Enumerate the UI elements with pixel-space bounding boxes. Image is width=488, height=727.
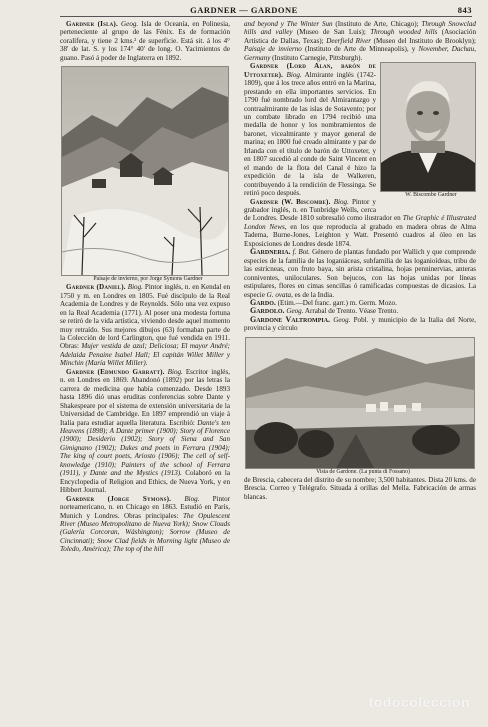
entry-gardner-biscombe: Gardner (W. Biscombe). Biog. Pintor y grabador inglés, n. en Tunbridge Wells, cerca de Londres. Desde 1810 sobresalió como ilustrador en The Graphic é Illustrated London News, en los que reproducía al grabado en madera obras de Alma Tadema, Burne-Jones, Leighton y Watt. Presentó cuadros al óleo en las Exposiciones de Londres desde 1874. — [244, 197, 476, 248]
figure-caption-gardone: Vista de Gardone. (La punta di Fossano) — [316, 468, 410, 475]
page-number: 843 — [457, 5, 472, 15]
watermark-logo: todocoleccion — [368, 694, 470, 710]
entry-gardner-isla: Gardner (Isla). Geog. Isla de Oceanía, en Polinesia, perteneciente al grupo de las Fénix. Es de formación coralífera, y tiene 2 kms.² de superficie. Está sit. á los 4° 38' de lat. S. y los 174° 40' de long. O. Yacimientos de guano. Pasó á poder de Inglaterra en 1892. — [60, 20, 230, 62]
figure-caption-winter: Paisaje de invierno, por Jorge Symons Gardner — [93, 276, 203, 283]
gardone-view-photo — [245, 337, 475, 469]
entry-gardner-jorge: Gardner (Jorge Symons). Biog. Pintor norteamericano, n. en Chicago en 1863. Estudió en París, Munich y Londres. Obras principales: The Opulescent River (Museo Metropolitano de Nueva York); Snow Clouds (Galería Corcoran, Wáshington); Sorrow (Museo de Cincinnati); Snow Clad fields in Morning light (Museo de Toledo, América); The top of the hill — [60, 494, 230, 554]
portrait-photo — [380, 62, 476, 192]
winter-landscape-painting — [61, 66, 229, 276]
header-rule — [60, 16, 472, 17]
portrait-block — [380, 62, 476, 207]
portrait-caption: W. Biscombe Gardner — [405, 192, 457, 199]
entry-gardone-continued: de Brescia, cabecera del distrito de su nombre; 3,500 habitantes. Dista 20 kms. de Brescia. Correo y Telégrafo. Situada á orillas del Mella. Fabricación de armas blancas. — [244, 475, 476, 501]
entry-gardner-alan: Gardner (Lord Alan, barón de Uttoxeter). Biog. Almirante inglés (1742-1809), que á los trece años entró en la Marina, prestando en ella importantes servicios. En 1790 fué nombrado lord del Almirantazgo y contraalmirante de las islas de Sotavento; por un combate librado en 1794 recibió una medalla de honor y los nombramientos de baronet, vicealmirante y mayor general de marina; en 1800 fué creado almirante y par de Irlanda con el título de barón de Uttoxeter, y en 1807 sucedió al conde de Saint Vincent en el mando de la flota del Canal é hizo la expedición de la isla de Walkeren, contribuyendo á la rendición de Flessinga. Se retiró poco después. — [244, 62, 376, 198]
entry-gardneria: Gardneria. f. Bot. Género de plantas fundado por Wallich y que comprende especies de la familia de las loganiáceas, subfamilia de las loganioídeas, tribu de las estrícneas, con fruto baya, sin arista cristalina, hojas penninervias, anteras conniventes, uniloculares. Son bejucos, con las hojas unidas por líneas estipulares, flores en cimas sencillas ó ramificadas compuestas de dicasios. La especie G. ovata, es de la India. — [244, 247, 476, 299]
gardone-view-image — [246, 338, 474, 468]
winter-landscape-image — [62, 67, 228, 275]
running-title: GARDNER — GARDONE — [190, 5, 298, 15]
entry-gardo: Gardo. (Etim.—Del franc. garr.) m. Germ. Mozo. — [250, 297, 397, 307]
entry-gardner-jorge-continued: and beyond y The Winter Sun (Instituto de Arte, Chicago); Through Snowclad hills and valley (Museo de San Luis); Through wooded hills (Asociación Artística de Dallas, Texas); Deerfield River (Museo del Instituto de Brooklyn); Paisaje de invierno (Instituto de Arte de Minneapolis), y November, Dachau, Germany (Instituto Carnegie, Pittsburgh). — [244, 20, 476, 62]
page-header — [0, 3, 488, 17]
entry-gardner-daniel: Gardner (Daniel). Biog. Pintor inglés, n. en Kendal en 1750 y m. en Londres en 1805. Fué discípulo de la Real Academia de Londres y de Reynolds. Sólo una vez expuso en la Real Academia (1771). Al poser una modesta fortuna se retiró de la vida artística, viviendo desde aquel momento muy retraído. Sus mejores dibujos (63) formaban parte de la Colección de lord Carlington, que fué vendida en 1911. Obras: Mujer vestida de azul; Deliciosa; El mayor André; Adelaida Penaine Isabel Hall; El capitán Willet Miller y Minchin (María Willet Miller). — [60, 283, 230, 368]
portrait-image — [381, 63, 475, 191]
entry-gardner-edmundo: Gardner (Edmundo Garratt). Biog. Escritor inglés, n. en Londres en 1869. Abandonó (1892) por las letras la carrera de medicina que había comenzado. Desde 1893 hasta 1896 dió unas eruditas conferencias sobre Dante y Shakespeare por el sistema de extensión universitaria de la Universidad de Cambridge. En 1897 emprendió un viaje á Italia para estudiar aquella literatura. Escribió: Dante's ten Heavens (1898); A Dante primer (1900); Story of Florence (1900); Desiderio (1902); Story of Siena and San Gimignano (1902); Dukes and poets in Ferrara (1904); The king of court poets, Ariosto (1906); The cell of self-knowledge (1910); Painters of the school of Ferrara (1911), y Dante and the Mystics (1913). Colaboró en la Encyclopedia of Religion and Ethics, de Nueva York, y en Hibbert Journal. — [60, 367, 230, 495]
right-column — [244, 20, 476, 501]
entry-gardolo: Gardolo. Geog. Arrabal de Trento. Véase Trento. — [250, 306, 399, 316]
entry-gardone-valtrompia: Gardone Valtrompia. Geog. Pobl. y municipio de la Italia del Norte, provincia y círculo — [244, 314, 476, 333]
left-column — [60, 20, 230, 554]
